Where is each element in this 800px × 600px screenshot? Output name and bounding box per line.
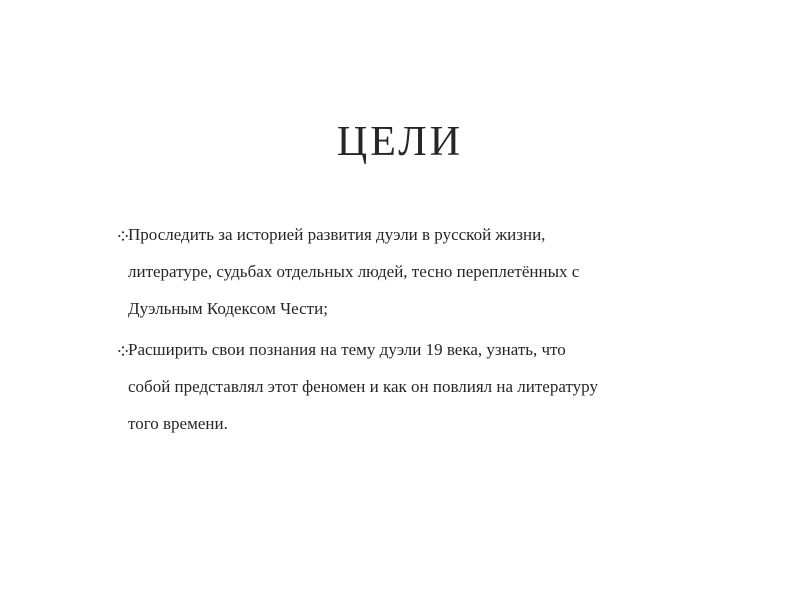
goal-line: Проследить за историей развития дуэли в русской жизни, <box>128 225 546 244</box>
goal-line: того времени. <box>128 414 228 433</box>
goal-line: Дуэльным Кодексом Чести; <box>128 299 328 318</box>
goal-item <box>118 216 718 327</box>
goal-line: собой представлял этот феномен и как он повлиял на литературу <box>128 377 598 396</box>
diamond-cluster-bullet-icon <box>118 231 128 241</box>
goal-line: Расширить свои познания на тему дуэли 19 века, узнать, что <box>128 340 566 359</box>
goal-line: литературе, судьбах отдельных людей, тесно переплетённых с <box>128 262 580 281</box>
slide-title: ЦЕЛИ <box>336 119 464 165</box>
goals-list <box>118 216 718 446</box>
diamond-cluster-bullet-icon <box>118 346 128 356</box>
goal-item <box>118 331 718 442</box>
